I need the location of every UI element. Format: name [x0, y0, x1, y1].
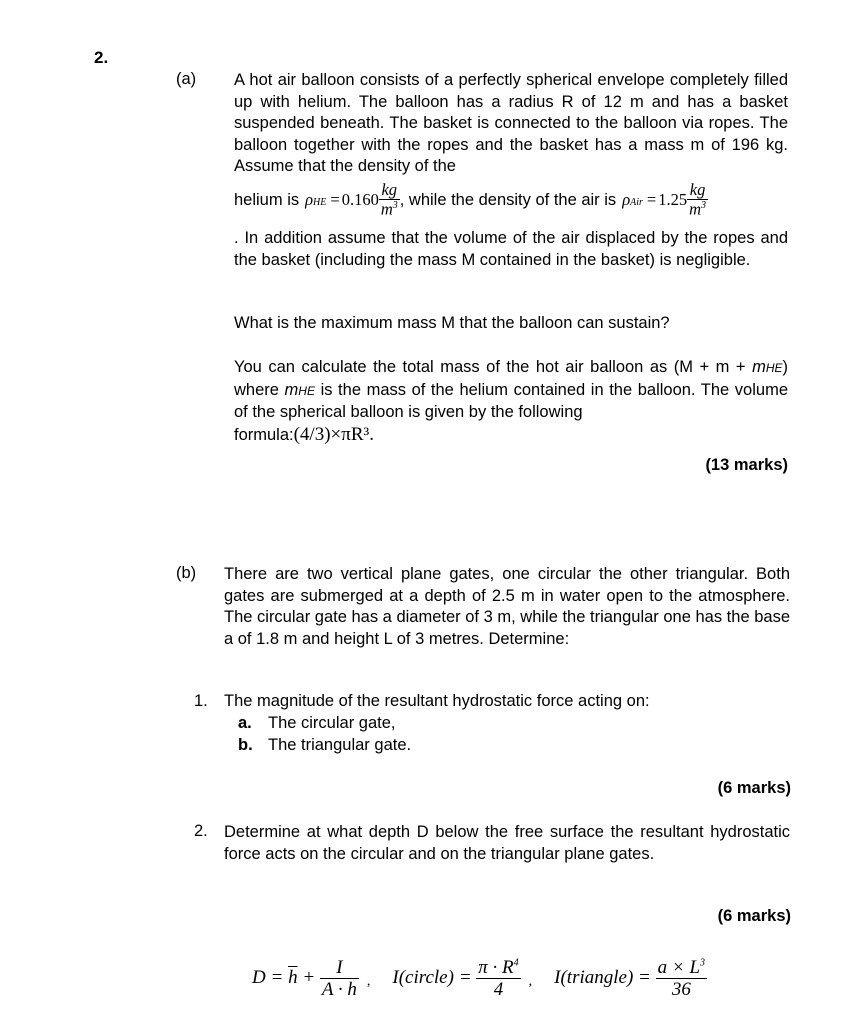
part-a-marks: (13 marks) [705, 456, 788, 474]
question-number: 2. [94, 48, 109, 67]
rho-air-symbol: ρAir [622, 190, 643, 209]
item1-text: The magnitude of the resultant hydrostatic force acting on: [224, 692, 650, 710]
part-a-formula-line: formula:(4/3)×πR³. [234, 424, 374, 445]
density-line: helium is ρHE = 0.160 $\frac{kg}{m^3}$ , while the density of the air is ρAir = 1.25 $\frac{kg}{m^3}$ [234, 179, 706, 219]
triangle-inertia-formula: I(triangle) = $\frac{a \times L^3}{36}$ [554, 956, 706, 1000]
item1a-label: a. [238, 714, 252, 732]
item1b-text: The triangular gate. [268, 736, 412, 754]
part-a-intro: A hot air balloon consists of a perfectly spherical envelope completely filled up with helium. The balloon has a radius R of 12 m and has a basket suspended beneath. The basket is connected to the balloon via ropes. The balloon together with the ropes and the basket has a mass m of 196 kg. Assume that the density of the [234, 71, 788, 176]
part-b-marks-1: (6 marks) [717, 779, 791, 797]
item1-number: 1. [194, 692, 208, 710]
part-b-marks-2: (6 marks) [717, 907, 791, 925]
rho-he-value: 0.160 [341, 190, 379, 209]
depth-formula: $D = \overline{h}$ + $\frac{I}{A \cdot \overline{h}}$ [252, 956, 357, 1000]
rho-he-unit: $\frac{kg}{m^3}$ [380, 179, 398, 219]
item2-number: 2. [194, 822, 208, 840]
item1b-label: b. [238, 736, 253, 754]
part-a-label: (a) [176, 70, 197, 88]
rho-air-unit: $\frac{kg}{m^3}$ [689, 179, 706, 219]
volume-formula: (4/3)×πR³. [293, 424, 374, 445]
item2-text: Determine at what depth D below the free surface the resultant hydrostatic force acts on the circular and on the triangular plane gates. [224, 823, 790, 863]
rho-he-symbol: ρHE [305, 190, 327, 209]
item1a-text: The circular gate, [268, 714, 396, 732]
part-a-hint: You can calculate the total mass of the hot air balloon as (M + m + mHE) where mHE is the mass of the helium contained in the balloon. The volume of the spherical balloon is given by the following [234, 358, 789, 422]
circle-inertia-formula: I(circle) = $\frac{\pi \cdot R^4}{4}$ [392, 956, 519, 1000]
part-a-assumption: . In addition assume that the volume of the air displaced by the ropes and the basket (including the mass M contained in the basket) is negligible. [234, 229, 788, 269]
part-a-question: What is the maximum mass M that the balloon can sustain? [234, 314, 670, 332]
part-b-intro: There are two vertical plane gates, one circular the other triangular. Both gates are submerged at a depth of 2.5 m in water open to the atmosphere. The circular gate has a diameter of 3 m, while the triangular one has the base a of 1.8 m and height L of 3 metres. Determine: [224, 565, 790, 648]
part-b-label: (b) [176, 564, 197, 582]
density-air-mid: , while the density of the air is [399, 190, 617, 209]
density-helium-prefix: helium is [234, 190, 300, 209]
formula-line: $D = \overline{h}$ + $\frac{I}{A \cdot \overline{h}}$ , I(circle) = $\frac{\pi \cdot R^4}{4}$ , I(triangle) = $\frac{a \times L^3}{36}$ [252, 956, 706, 1000]
rho-air-value: 1.25 [658, 190, 688, 209]
